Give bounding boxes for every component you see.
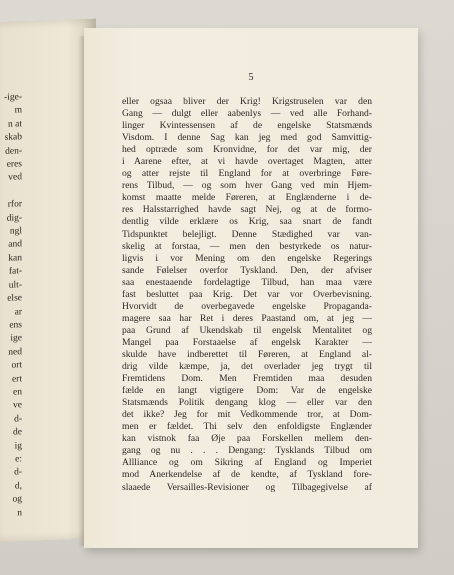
left-page-fragment: ngl	[9, 226, 22, 237]
text-line: skulde have indberettet til Føreren, at England al-	[122, 348, 372, 360]
text-line: komst maatte melde Føreren, at Englænderne i de-	[122, 192, 372, 204]
left-page-fragment: ert	[11, 373, 22, 385]
text-line: dentlig vilde erklære os Krig, saa snart de fandt	[122, 216, 372, 228]
left-page-fragment: ig	[14, 440, 22, 452]
right-page	[84, 28, 418, 548]
text-line: rens Tilbud, — og som hver Gang ved min Hjem-	[122, 180, 372, 192]
left-page-fragment: rfor	[7, 199, 22, 210]
text-line: Tidspunktet belejligt. Denne Stædighed var van-	[122, 228, 372, 240]
text-line: og atter rejste til England for at overbringe Føre-	[122, 168, 372, 180]
left-page-fragment: den-	[5, 145, 22, 157]
left-page-fragment: m	[14, 105, 22, 116]
left-page-fragment	[0, 185, 22, 199]
left-page-fragment: skab	[4, 132, 22, 144]
text-line: paa Grund af Ukendskab til engelsk Mentalitet og	[122, 324, 372, 336]
text-line: det ikke? Jeg for mit Vedkommende tror, at Dom-	[122, 409, 372, 421]
left-page-fragment: and	[8, 239, 22, 251]
page-body-text	[122, 96, 372, 494]
text-line: slaaede Versailles-Revisioner og Tilbagegivelse af	[122, 481, 372, 493]
text-line: men er fældet. Thi selv den enfoldigste Englænder	[122, 421, 372, 433]
text-line: res Halsstarrighed havde sagt Nej, og at de formo-	[122, 204, 372, 216]
left-page-fragment: ar	[14, 306, 22, 317]
text-line: kan vistnok faa Øje paa Forskellen mellem den-	[122, 433, 372, 445]
text-line: magere saa har Ret i deres Paastand om, at jeg —	[122, 312, 372, 324]
text-line: Fremtidens Dom. Men Fremtiden maa desuden	[122, 373, 372, 385]
text-line: saa enestaaende fordelagtige Tilbud, han maa være	[122, 276, 372, 288]
text-line: i Aarene efter, at vi havde overtaget Magten, atter	[122, 156, 372, 168]
left-page-fragment: fat-	[8, 266, 22, 277]
left-page-fragment: ens	[9, 320, 22, 331]
left-page-fragment: -ige-	[4, 92, 22, 103]
left-page-fragment: ned	[8, 346, 22, 358]
text-line: mod Anerkendelse af de kendte, af Tyskland fore-	[122, 469, 372, 481]
text-line: hed optræde som Kronvidne, for det var mig, der	[122, 144, 372, 156]
left-page-fragment: n at	[8, 119, 22, 130]
text-line: Visdom. I denne Sag kan jeg med god Samvittig-	[122, 132, 372, 144]
text-line: Allliance og om Sikring af England og Imperiet	[122, 457, 372, 469]
text-line: skelig at forstaa, — men den bestyrkede os natur-	[122, 240, 372, 252]
left-page-fragment: og	[12, 494, 22, 505]
left-page-fragment: eres	[6, 159, 22, 170]
left-page-fragment: ort	[11, 360, 22, 371]
text-line: Statsmænds Politik dengang klog — eller var den	[122, 397, 372, 409]
page-number: 5	[248, 72, 254, 83]
left-page-fragment: en	[13, 387, 22, 398]
left-page-fragment: dig-	[6, 212, 22, 224]
left-page-fragment: ved	[8, 172, 22, 184]
text-line: sande Følelser overfor Tyskland. Den, der afviser	[122, 264, 372, 276]
left-page-fragment: de	[13, 427, 22, 438]
left-page-fragment: n	[17, 507, 22, 518]
left-page-fragment: d,	[14, 481, 22, 492]
text-line: fast besluttet paa Krig. Det var vor Overbevisning.	[122, 288, 372, 300]
text-line: eller ogsaa bliver der Krig! Krigstruselen var den	[122, 96, 372, 107]
text-line: Gang — dulgt eller aabenlys — ved alle Forhand-	[122, 108, 372, 120]
text-line: Mangel paa Forstaaelse af engelsk Karakter —	[122, 336, 372, 348]
text-line: Hvorvidt de overbegavede engelske Propaganda-	[122, 300, 372, 312]
left-page-fragment: ve	[13, 400, 22, 411]
left-page-fragment: else	[7, 293, 22, 304]
text-line: linger Kvintessensen af de engelske Statsmænds	[122, 120, 372, 132]
left-page-fragment: kan	[8, 253, 22, 264]
text-line: gang og nu . . . Dengang: Tysklands Tilbud om	[122, 445, 372, 457]
text-line: fælde en langt vigtigere Dom: Var de engelske	[122, 385, 372, 397]
left-page-text	[0, 91, 22, 521]
text-line: drig vilde kæmpe, ja, det overlader jeg trygt til	[122, 361, 372, 373]
left-page-fragment: e:	[15, 454, 22, 465]
left-page-fragment: ige	[10, 333, 22, 344]
text-line: ligvis i vor Mening om den engelske Regerings	[122, 252, 372, 264]
left-page-fragment: d-	[14, 467, 22, 478]
left-page-fragment: d-	[14, 413, 22, 425]
left-page-fragment: ult-	[8, 279, 22, 291]
